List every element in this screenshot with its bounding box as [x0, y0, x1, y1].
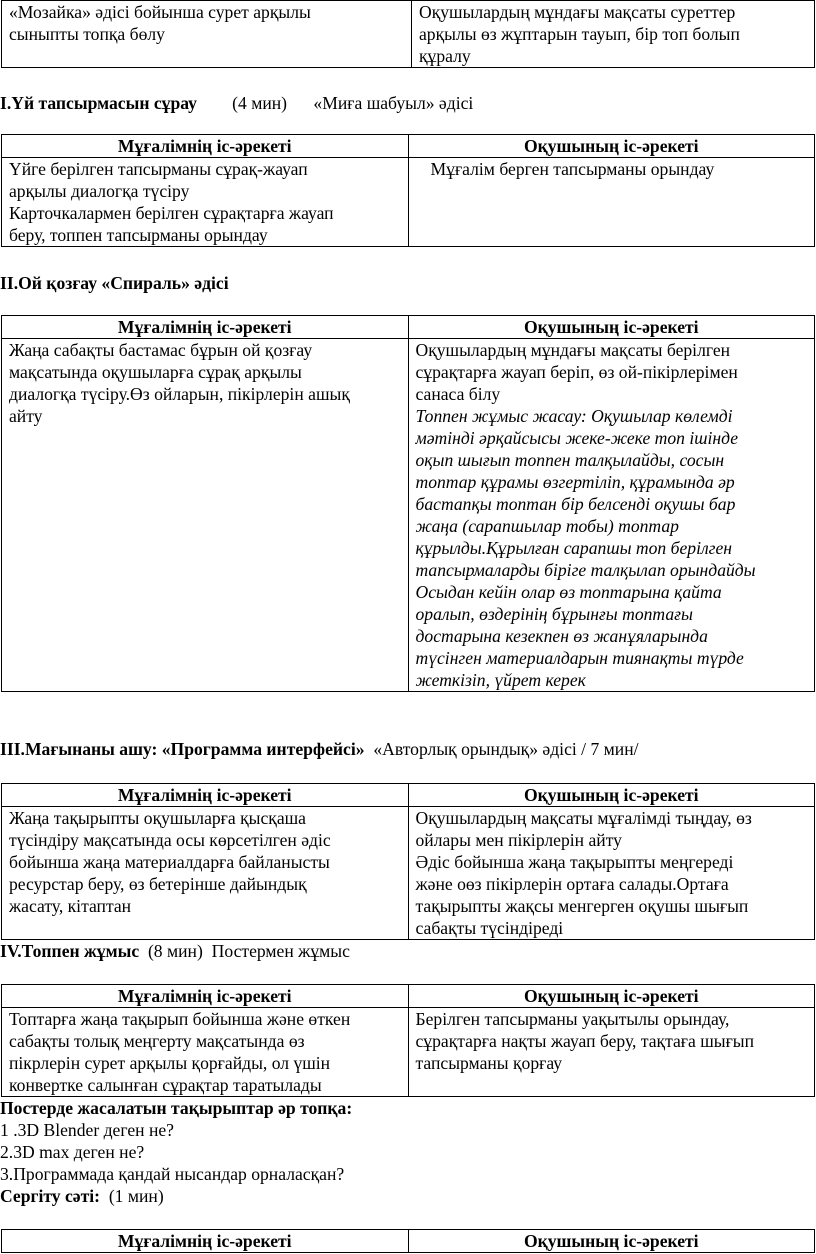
student-header: Оқушының іс-әрекеті — [408, 1230, 815, 1253]
text-line: Мұғалім берген тапсырманы орындау — [430, 159, 715, 179]
student-cell — [408, 158, 815, 247]
text-line: айту — [9, 406, 43, 426]
text-line: және оөз пікірлерін ортаға салады.Ортаға — [415, 874, 729, 894]
text-line: Жаңа тақырыпты оқушыларға қысқаша — [9, 808, 306, 828]
text-line: Әдіс бойынша жаңа тақырыпты меңгереді — [415, 852, 734, 872]
italic-line: Топпен жұмыс жасау: Оқушылар көлемді — [415, 406, 733, 426]
text-line: Берілген тапсырманы уақытылы орындау, — [415, 1009, 730, 1029]
text-line: «Мозайка» әдісі бойынша сурет арқылы — [9, 2, 311, 22]
italic-line: жеткізіп, үйрет керек — [415, 670, 586, 690]
text-line: сұрақтарға нақты жауап беру, тақтаға шығып — [415, 1031, 755, 1051]
text-line: Оқушылардың мұндағы мақсаты суреттер — [419, 2, 736, 22]
section-1-time: (4 мин) — [232, 93, 288, 113]
text-line: Жаңа сабақты бастамас бұрын ой қозғау — [9, 340, 313, 360]
top-left-cell — [2, 1, 412, 68]
teacher-header: Мұғалімнің іс-әрекеті — [2, 985, 409, 1008]
section-5-table — [1, 1229, 815, 1253]
teacher-cell — [2, 1008, 409, 1097]
section-1-table — [1, 134, 815, 247]
poster-item: 1 .3D Blender деген не? — [0, 1120, 174, 1140]
italic-line: оралып, өздерінің бұрынғы топтағы — [415, 604, 693, 624]
poster-heading: Постерде жасалатын тақырыптар әр топқа: — [0, 1098, 353, 1118]
top-right-cell — [412, 1, 815, 68]
teacher-cell — [2, 339, 409, 692]
text-line: арқылы өз жұптарын тауып, бір топ болып — [419, 24, 740, 44]
section-4-heading — [0, 940, 350, 962]
student-header: Оқушының іс-әрекеті — [408, 985, 815, 1008]
section-5-heading — [0, 1185, 352, 1207]
text-line: сұрақтарға жауап беріп, өз ой-пікірлерімен — [415, 362, 738, 382]
italic-line: мәтінді әрқайсысы жеке-жеке топ ішінде — [415, 428, 739, 448]
section-5-title: Сергіту сәті: — [0, 1186, 101, 1206]
teacher-header: Мұғалімнің іс-әрекеті — [2, 135, 409, 158]
student-header: Оқушының іс-әрекеті — [408, 784, 815, 807]
teacher-header: Мұғалімнің іс-әрекеті — [2, 784, 409, 807]
text-line: сабақты толық меңгерту мақсатында өз — [9, 1031, 305, 1051]
student-header: Оқушының іс-әрекеті — [408, 135, 815, 158]
section-4-table — [1, 984, 815, 1097]
italic-line: түсінген материалдарын тиянақты түрде — [415, 648, 744, 668]
text-line: беру, топпен тапсырманы орындау — [9, 225, 268, 245]
teacher-cell — [2, 158, 409, 247]
poster-item: 3.Программада қандай нысандар орналасқан? — [0, 1164, 345, 1184]
text-line: тақырыпты жақсы менгерген оқушы шығып — [415, 896, 749, 916]
section-3-method: «Авторлық орындық» әдісі / 7 мин/ — [373, 739, 639, 759]
section-1-title: I.Үй тапсырмасын сұрау — [0, 93, 197, 113]
text-line: бойынша жаңа материалдарға байланысты — [9, 852, 330, 872]
section-3-table — [1, 783, 815, 940]
section-4-method: Постермен жұмыс — [211, 941, 350, 961]
text-line: құралу — [419, 46, 471, 66]
teacher-cell — [2, 807, 409, 940]
italic-line: Осыдан кейін олар өз топтарына қайта — [415, 582, 722, 602]
text-line: мақсатында оқушыларға сұрақ арқылы — [9, 362, 302, 382]
text-line: Үйге берілген тапсырманы сұрақ-жауап — [9, 159, 308, 179]
teacher-header: Мұғалімнің іс-әрекеті — [2, 316, 409, 339]
italic-line: құрылды.Құрылған сарапшы топ берілген — [415, 538, 733, 558]
section-5-time: (1 мин) — [108, 1186, 164, 1206]
italic-line: достарына кезекпен өз жанұяларында — [415, 626, 708, 646]
student-cell — [408, 1008, 815, 1097]
text-line: түсіндіру мақсатында осы көрсетілген әдіс — [9, 830, 331, 850]
italic-line: жаңа (сарапшылар тобы) топтар — [415, 516, 679, 536]
text-line: Оқушылардың мұндағы мақсаты берілген — [415, 340, 731, 360]
text-line: конвертке салынған сұрақтар таратылады — [9, 1075, 322, 1095]
top-table — [1, 0, 815, 68]
section-4-time: (8 мин) — [147, 941, 203, 961]
student-cell — [408, 807, 815, 940]
text-line: диалогқа түсіру.Өз ойларын, пікірлерін ашық — [9, 384, 350, 404]
italic-line: тапсырмаларды біріге талқылап орындайды — [415, 560, 756, 580]
text-line: ресурстар беру, өз бетерінше дайындық — [9, 874, 307, 894]
text-line: ойлары мен пікірлерін айту — [415, 830, 622, 850]
text-line: санаса білу — [415, 384, 501, 404]
section-3-title: III.Мағынаны ашу: «Программа интерфейсі» — [0, 739, 365, 759]
section-2-table — [1, 315, 815, 692]
text-line: сыныпты топқа бөлу — [9, 24, 165, 44]
section-1-method: «Миға шабуыл» әдісі — [313, 93, 474, 113]
italic-line: топтар құрамы өзгертіліп, құрамында әр — [415, 472, 735, 492]
text-line: жасату, кітаптан — [9, 896, 132, 916]
text-line: сабақты түсіндіреді — [415, 918, 564, 938]
text-line: Оқушылардың мақсаты мұғалімді тыңдау, өз — [415, 808, 752, 828]
section-3-heading — [0, 738, 639, 760]
text-line: тапсырманы қорғау — [415, 1053, 563, 1073]
section-2-title: II.Ой қозғау «Спираль» әдісі — [0, 273, 229, 293]
student-header: Оқушының іс-әрекеті — [408, 316, 815, 339]
italic-line: бастапқы топтан бір белсенді оқушы бар — [415, 494, 736, 514]
section-1-heading — [0, 92, 473, 114]
section-4-title: IV.Топпен жұмыс — [0, 941, 140, 961]
text-line: Карточкалармен берілген сұрақтарға жауап — [9, 203, 334, 223]
poster-item: 2.3D max деген не? — [0, 1142, 145, 1162]
teacher-header: Мұғалімнің іс-әрекеті — [2, 1230, 409, 1253]
text-line: пікрлерін сурет арқылы қорғайды, ол үшін — [9, 1053, 331, 1073]
text-line: Топтарға жаңа тақырып бойынша және өткен — [9, 1009, 351, 1029]
poster-block — [0, 1097, 352, 1207]
italic-line: оқып шығып топпен талқылайды, сосын — [415, 450, 725, 470]
student-cell — [408, 339, 815, 692]
text-line: арқылы диалогқа түсіру — [9, 181, 190, 201]
